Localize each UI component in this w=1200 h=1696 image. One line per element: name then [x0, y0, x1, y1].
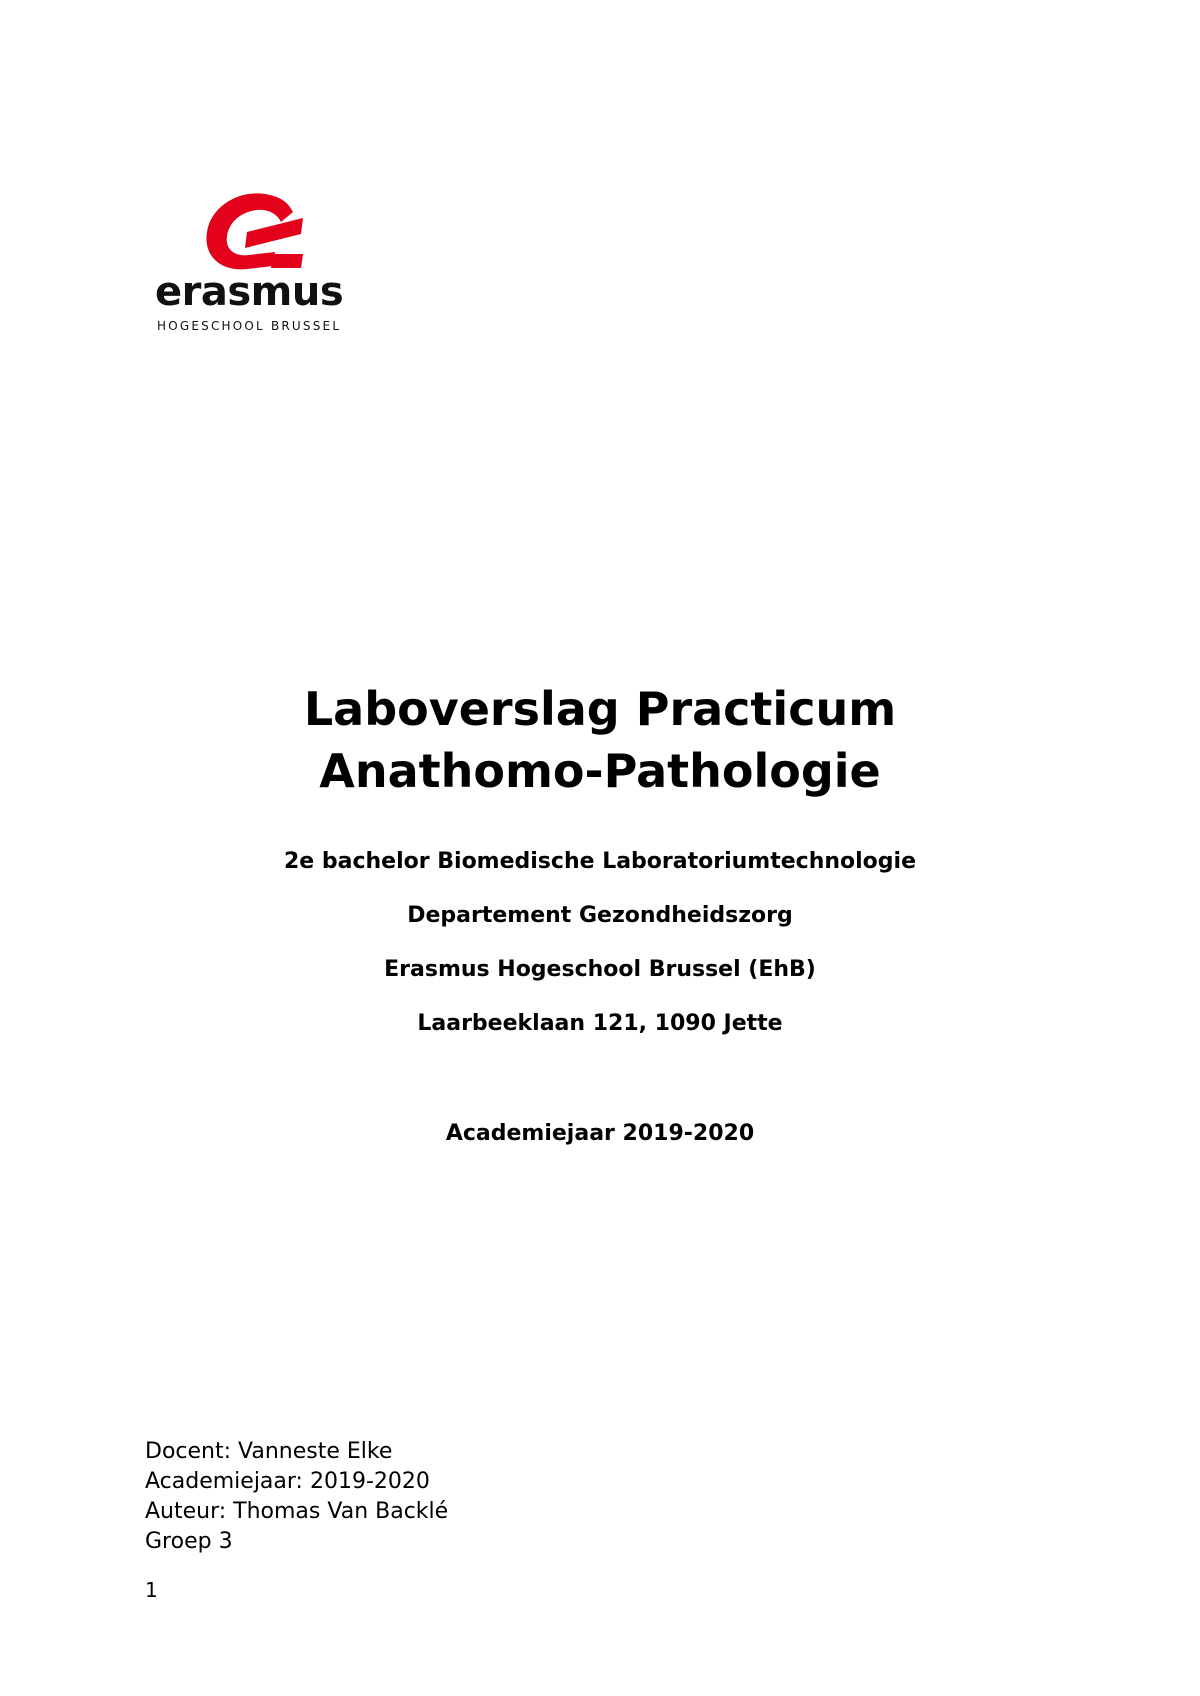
institution-info	[0, 846, 1200, 1062]
academiejaar-line: Academiejaar: 2019-2020	[145, 1469, 430, 1494]
logo-e-bar	[245, 218, 303, 248]
auteur-line: Auteur: Thomas Van Backlé	[145, 1499, 449, 1524]
erasmus-e-logo-icon	[203, 192, 305, 270]
address-line: Laarbeeklaan 121, 1090 Jette	[417, 1011, 783, 1036]
author-meta	[145, 1437, 448, 1557]
title-line-2: Anathomo-Pathologie	[319, 744, 881, 798]
institution-line: Erasmus Hogeschool Brussel (EhB)	[384, 957, 816, 982]
groep-line: Groep 3	[145, 1529, 233, 1554]
title-line-1: Laboverslag Practicum	[303, 682, 897, 736]
logo-subtitle: HOGESCHOOL BRUSSEL	[157, 319, 342, 333]
page-number: 1	[145, 1578, 158, 1602]
department-line: Departement Gezondheidszorg	[407, 903, 793, 928]
academic-year-line: Academiejaar 2019-2020	[445, 1121, 755, 1146]
docent-line: Docent: Vanneste Elke	[145, 1439, 393, 1464]
logo-wordmark: erasmus	[155, 269, 344, 315]
erasmus-logo	[155, 192, 355, 342]
document-title	[0, 678, 1200, 802]
program-line: 2e bachelor Biomedische Laboratoriumtechnologie	[283, 849, 917, 874]
logo-e-tail	[271, 254, 303, 268]
